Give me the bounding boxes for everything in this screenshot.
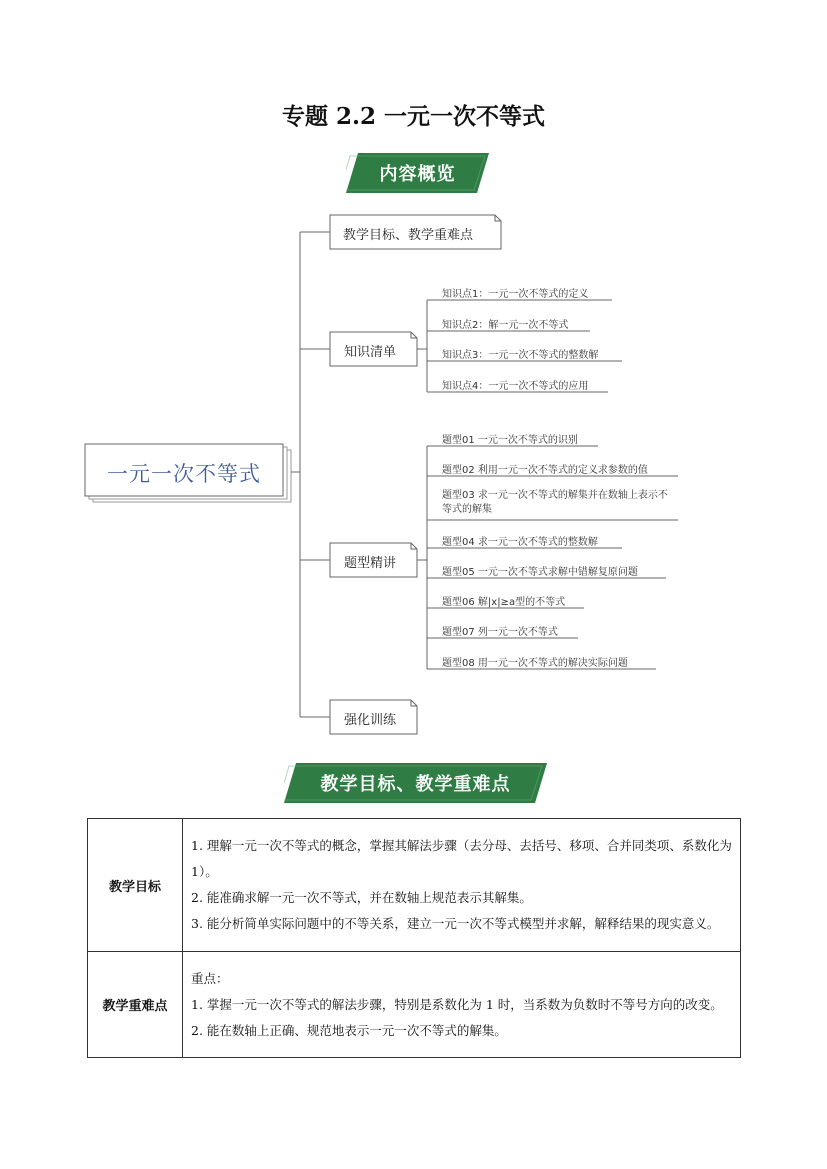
knowledge-item: 知识点2：解一元一次不等式 (442, 320, 569, 331)
type-item: 题型04 求一元一次不等式的整数解 (442, 537, 598, 548)
knowledge-item: 知识点3：一元一次不等式的整数解 (442, 350, 599, 361)
goals-table (87, 818, 741, 1058)
goals-banner-text: 教学目标、教学重难点 (320, 774, 511, 795)
row-line: 1. 理解一元一次不等式的概念，掌握其解法步骤（去分母、去括号、移项、合并同类项、系数化为 1）。 (191, 838, 732, 879)
branch-knowledge: 知识清单 (344, 345, 397, 360)
row-line: 重点： (191, 970, 229, 986)
branch-types: 题型精讲 (344, 556, 397, 571)
row-line: 2. 能在数轴上正确、规范地表示一元一次不等式的解集。 (191, 1022, 507, 1038)
table-row (88, 952, 741, 1058)
overview-banner-text: 内容概览 (379, 164, 456, 185)
branch-training: 强化训练 (344, 713, 397, 728)
type-item: 题型06 解|x|≥a型的不等式 (442, 597, 566, 608)
branch-goals: 教学目标、教学重难点 (343, 228, 474, 243)
row-line: 1. 掌握一元一次不等式的解法步骤，特别是系数化为 1 时，当系数为负数时不等号方向的改变。 (191, 996, 723, 1012)
type-item: 题型02 利用一元一次不等式的定义求参数的值 (442, 465, 648, 476)
page-title: 专题 2.2 一元一次不等式 (281, 103, 546, 130)
knowledge-item: 知识点4：一元一次不等式的应用 (442, 381, 589, 392)
row-head: 教学目标 (88, 819, 183, 952)
type-item: 题型01 一元一次不等式的识别 (442, 435, 578, 446)
table-row (88, 819, 741, 952)
goals-banner (284, 763, 547, 803)
row-line: 2. 能准确求解一元一次不等式，并在数轴上规范表示其解集。 (191, 890, 532, 905)
row-body (183, 819, 741, 952)
row-line: 3. 能分析简单实际问题中的不等关系，建立一元一次不等式模型并求解，解释结果的现实意义。 (191, 916, 720, 931)
type-item: 题型07 列一元一次不等式 (442, 627, 558, 638)
type-item: 题型08 用一元一次不等式的解决实际问题 (442, 658, 628, 669)
mind-map-root: 一元一次不等式 (107, 462, 261, 486)
row-body (183, 952, 741, 1058)
type-item: 题型03 求一元一次不等式的解集并在数轴上表示不等式的解集 (442, 490, 668, 515)
type-item: 题型05 一元一次不等式求解中错解复原问题 (442, 567, 638, 578)
row-head: 教学重难点 (88, 952, 183, 1058)
knowledge-item: 知识点1：一元一次不等式的定义 (442, 289, 589, 300)
